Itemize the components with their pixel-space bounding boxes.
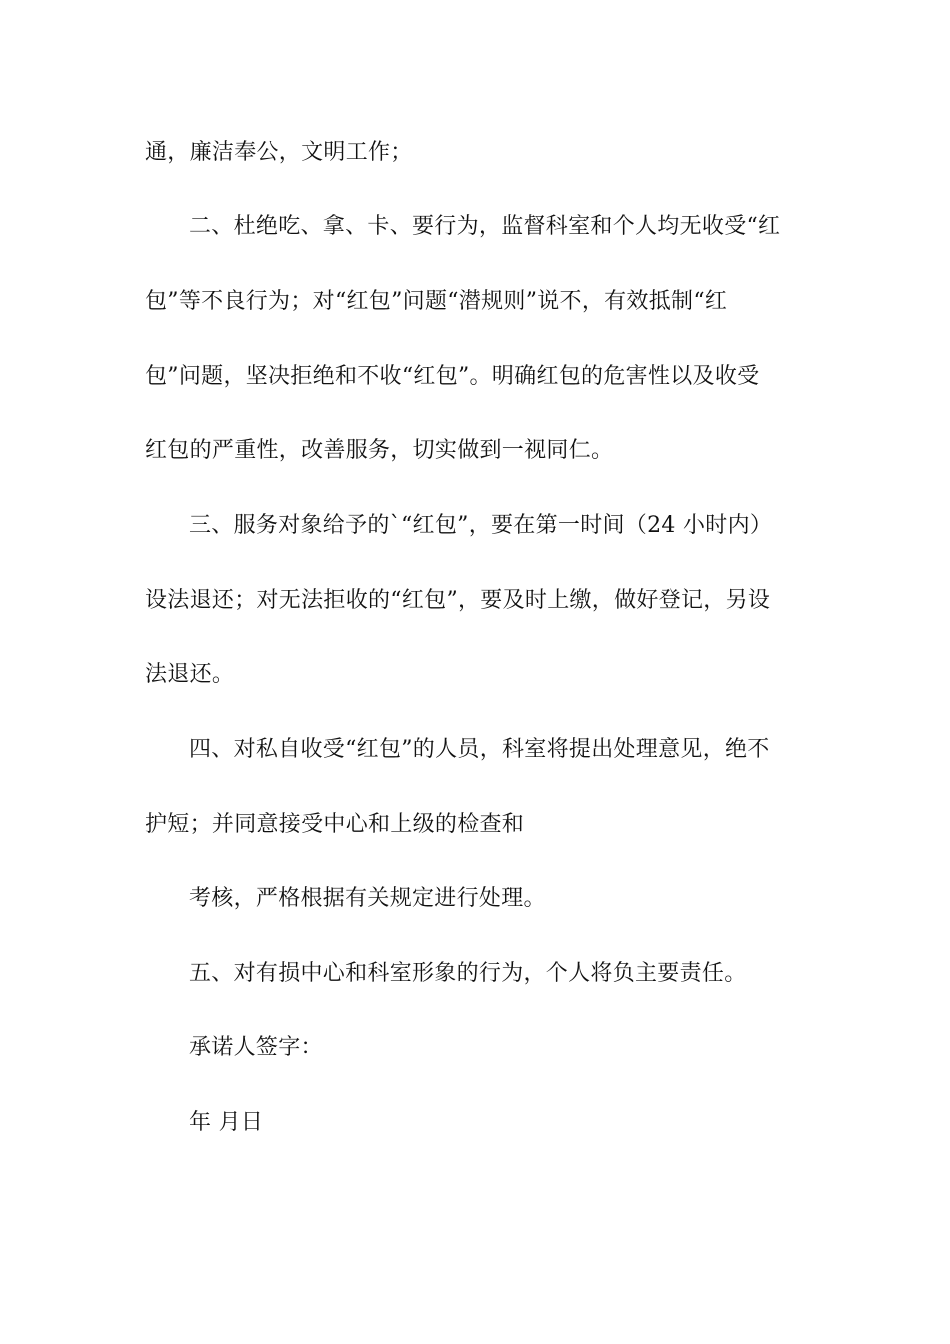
text-line-12: 五、对有损中心和科室形象的行为，个人将负主要责任。 xyxy=(189,961,747,986)
text-line-8: 法退还。 xyxy=(145,662,235,687)
text-line-3: 包”等不良行为；对“红包”问题“潜规则”说不，有效抵制“红 xyxy=(145,289,728,314)
text-line-2: 二、杜绝吃、拿、卡、要行为，监督科室和个人均无收受“红 xyxy=(189,214,781,239)
text-line-9: 四、对私自收受“红包”的人员，科室将提出处理意见，绝不 xyxy=(189,737,770,762)
text-line-5: 红包的严重性，改善服务，切实做到一视同仁。 xyxy=(145,438,614,463)
date-label: 年 月日 xyxy=(189,1110,264,1135)
text-line-10: 护短；并同意接受中心和上级的检查和 xyxy=(145,812,525,837)
text-line-1: 通，廉洁奉公，文明工作； xyxy=(145,140,413,165)
text-line-7: 设法退还；对无法拒收的“红包”，要及时上缴，做好登记，另设 xyxy=(145,588,771,613)
signature-label: 承诺人签字： xyxy=(189,1035,323,1060)
text-line-4: 包”问题，坚决拒绝和不收“红包”。明确红包的危害性以及收受 xyxy=(145,364,760,389)
text-line-6: 三、服务对象给予的`“红包”，要在第一时间（24 小时内） xyxy=(189,513,773,538)
text-line-11: 考核，严格根据有关规定进行处理。 xyxy=(189,886,546,911)
